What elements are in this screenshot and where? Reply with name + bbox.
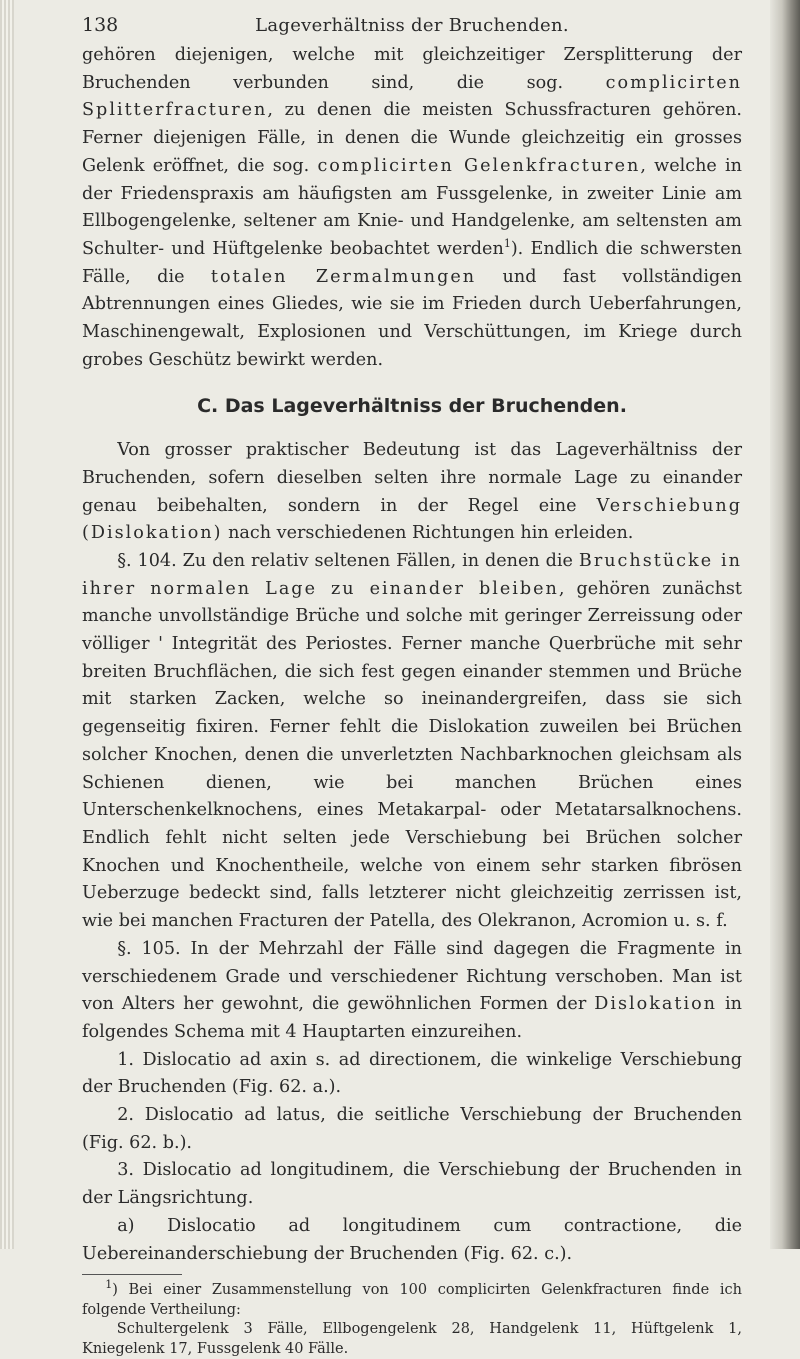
- page-number: 138: [82, 14, 119, 36]
- section-heading: C. Das Lageverhältniss der Bruchenden.: [197, 395, 627, 418]
- footnote-mark: 1: [105, 1278, 113, 1292]
- paragraph-section-104: §. 104. Zu den relativ seltenen Fällen, in denen die Bruchstücke in ihrer normalen Lage zu einander bleiben, gehören zunächst manche unvollständige Brüche und solche mit geringer Zerreissung oder völliger ' Integrität des Periostes. Ferner manche Querbrüche mit sehr breiten Bruchflächen, die sich fest gegen einander stemmen und Brüche mit starken Zacken, welche so ineinandergreifen, dass sie sich gegenseitig fixiren. Ferner fehlt die Dislokation zuweilen bei Brüchen solcher Knochen, denen die unverletzten Nachbarknochen gleichsam als Schienen dienen, wie bei manchen Brüchen eines Unterschenkelknochens, eines Metakarpal- oder Metatarsalknochens. Endlich fehlt nicht selten jede Verschiebung bei Brüchen solcher Knochen und Knochentheile, welche von einem sehr starken fibrösen Ueberzuge bedeckt sind, falls letzterer nicht gleichzeitig zerrissen ist, wie bei manchen Fracturen der Patella, des Olekranon, Acromion u. s. f.: [82, 550, 743, 932]
- paragraph-section-105: §. 105. In der Mehrzahl der Fälle sind dagegen die Fragmente in verschiedenem Grade und verschiedener Richtung verschoben. Man ist von Alters her gewohnt, die gewöhnlichen Formen der Dislokation in folgendes Schema mit 4 Hauptarten einzureihen.: [82, 938, 742, 1042]
- book-spine-shadow: [770, 0, 800, 1249]
- list-item: a) Dislocatio ad longitudinem cum contractione, die Uebereinanderschiebung der Bruchenden (Fig. 62. c.).: [82, 1215, 742, 1264]
- list-item: 2. Dislocatio ad latus, die seitliche Verschiebung der Bruchenden (Fig. 62. b.).: [82, 1105, 742, 1153]
- term-normale-lage: Bruchstücke in ihrer normalen Lage zu einander bleiben: [82, 550, 742, 599]
- term-zermalmungen: totalen Zermalmungen: [210, 266, 477, 287]
- list-item: 1. Dislocatio ad axin s. ad directionem, die winkelige Verschiebung der Bruchenden (Fig. 62. a.).: [82, 1049, 742, 1098]
- footnote-line-1: $^1$) Bei einer Zusammenstellung von 100 complicirten Gelenkfracturen finde ich folgende Vertheilung:: [82, 1278, 742, 1318]
- paragraph-fracture-types: gehören diejenigen, welche mit gleichzeitiger Zersplitterung der Bruchenden verbunden sind, die sog. complicirten Splitterfracturen, zu denen die meisten Schussfracturen gehören. Ferner diejenigen Fälle, in denen die Wunde gleichzeitig ein grosses Gelenk eröffnet, die sog. complicirten Gelenkfracturen, welche in der Friedenspraxis am häufigsten am Fussgelenke, in zweiter Linie am Ellbogengelenke, seltener am Knie- und Handgelenke, am seltensten am Schulter- und Hüftgelenke beobachtet werden$^1$). Endlich die schwersten Fälle, die totalen Zermalmungen und fast vollständigen Abtrennungen eines Gliedes, wie sie im Frieden durch Ueberfahrungen, Maschinengewalt, Explosionen und Verschüttungen, im Kriege durch grobes Geschütz bewirkt werden.: [82, 45, 743, 370]
- running-head: [82, 12, 742, 42]
- footnote-ref: 1: [503, 237, 511, 251]
- footnote: [82, 1278, 742, 1359]
- footnote-line-2: Schultergelenk 3 Fälle, Ellbogengelenk 28, Handgelenk 11, Hüftgelenk 1, Kniegelenk 17, Fussgelenk 40 Fälle.: [82, 1321, 742, 1357]
- page-edge-left: [0, 0, 14, 1249]
- paragraph-intro: Von grosser praktischer Bedeutung ist das Lageverhältniss der Bruchenden, sofern dieselben selten ihre normale Lage zu einander genau beibehalten, sondern in der Regel eine Verschiebung (Dislokation) nach verschiedenen Richtungen hin erleiden.: [82, 440, 742, 544]
- term-gelenkfracturen: complicirten Gelenkfracturen: [317, 155, 641, 176]
- book-page: [82, 12, 742, 1359]
- term-dislokation: Dislokation: [594, 994, 718, 1015]
- running-title: Lageverhältniss der Bruchenden.: [255, 15, 569, 36]
- term-verschiebung: Verschiebung (Dislokation): [82, 495, 742, 544]
- list-item: 3. Dislocatio ad longitudinem, die Verschiebung der Bruchenden in der Längsrichtung.: [82, 1160, 742, 1209]
- term-splitterfracturen: complicirten Splitterfracturen: [82, 72, 742, 121]
- footnote-divider: [82, 1274, 182, 1275]
